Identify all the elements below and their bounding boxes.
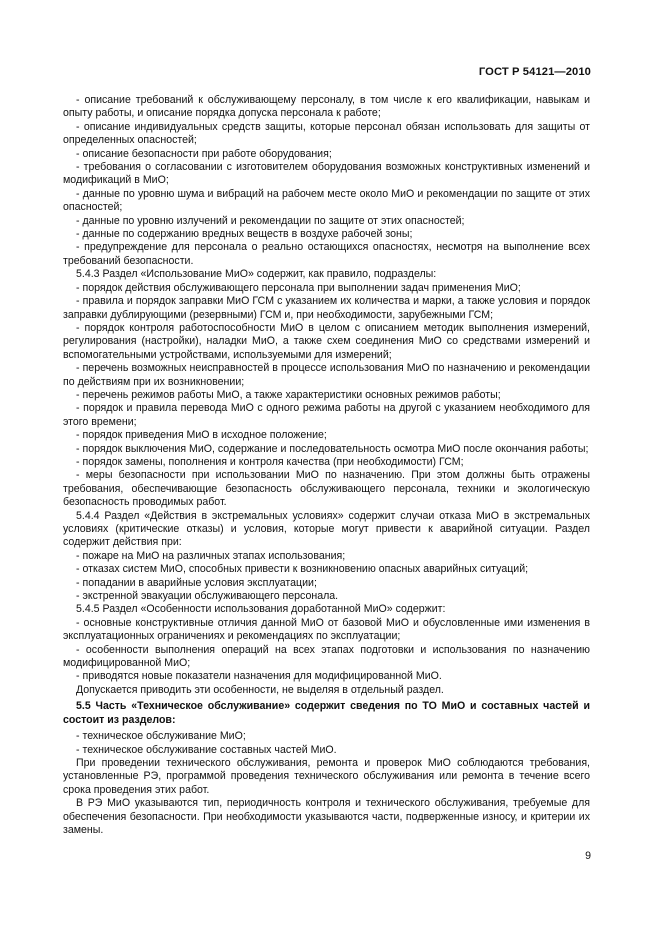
list-item: - правила и порядок заправки МиО ГСМ с указанием их количества и марки, а также условия и порядок заправки дублирующими (резервными) ГСМ и, при необходимости, зарубежными ГСМ; <box>63 295 590 321</box>
list-item: - меры безопасности при использовании МиО по назначению. При этом должны быть отражены требования, обеспечивающие безопасность обслуживающего персонала, техники и экологическую безопасность проводимых работ. <box>63 469 590 509</box>
list-item: - особенности выполнения операций на всех этапах подготовки и использования по назначению модифицированной МиО; <box>63 643 590 670</box>
list-item: - порядок и правила перевода МиО с одного режима работы на другой с указанием необходимого для этого времени; <box>63 402 590 428</box>
list-item: - данные по содержанию вредных веществ в воздухе рабочей зоны; <box>76 228 413 241</box>
list-item: - перечень возможных неисправностей в процессе использования МиО по назначению и рекомендации по действиям при их возникновении; <box>63 362 590 388</box>
document-body <box>63 94 590 837</box>
list-item: - техническое обслуживание составных частей МиО. <box>76 743 337 756</box>
list-item: - основные конструктивные отличия данной МиО от базовой МиО и обусловленные ими изменения в эксплуатационных ограничениях и рекомендациях по эксплуатации; <box>63 616 590 643</box>
list-item: - попадании в аварийные условия эксплуатации; <box>76 576 317 589</box>
page-number: 9 <box>585 850 591 862</box>
list-item: - техническое обслуживание МиО; <box>76 730 246 743</box>
list-item: - порядок приведения МиО в исходное положение; <box>76 429 327 442</box>
list-item: - пожаре на МиО на различных этапах использования; <box>76 549 346 562</box>
list-item: - описание индивидуальных средств защиты, которые персонал обязан использовать для защиты от определенных опасностей; <box>63 120 590 147</box>
list-item: - порядок выключения МиО, содержание и последовательность осмотра МиО после окончания работы; <box>76 442 589 455</box>
list-item: - предупреждение для персонала о реально остающихся опасностях, несмотря на выполнение всех требований безопасности. <box>63 241 590 267</box>
list-item: - описание безопасности при работе оборудования; <box>76 147 332 160</box>
list-item: - отказах систем МиО, способных привести к возникновению опасных аварийных ситуаций; <box>76 563 529 576</box>
document-code: ГОСТ Р 54121—2010 <box>478 66 591 78</box>
list-item: - порядок контроля работоспособности МиО в целом с описанием методик выполнения измерений, регулирования (настройки), наладки МиО, а также схем соединения МиО со средствами измерений и вспомогательными устройствами, используемыми для измерений; <box>63 321 590 361</box>
body-paragraph: В РЭ МиО указываются тип, периодичность контроля и технического обслуживания, требуемые для обеспечения безопасности. При необходимости указываются части, подверженные износу, и критерии их замены. <box>63 797 590 836</box>
list-item: - требования о согласовании с изготовителем оборудования возможных конструктивных изменений и модификаций в МиО; <box>63 161 590 187</box>
list-item: - порядок замены, пополнения и контроля качества (при необходимости) ГСМ; <box>76 455 464 468</box>
body-paragraph: Допускается приводить эти особенности, не выделяя в отдельный раздел. <box>76 683 444 696</box>
list-item: - приводятся новые показатели назначения для модифицированной МиО. <box>76 670 442 683</box>
body-paragraph: При проведении технического обслуживания, ремонта и проверок МиО соблюдаются требования, установленные РЭ, программой проведения технического обслуживания или ремонта в течение всего срока проведения этих работ. <box>63 756 590 796</box>
list-item: - порядок действия обслуживающего персонала при выполнении задач применения МиО; <box>76 281 521 294</box>
list-item: - экстренной эвакуации обслуживающего персонала. <box>76 590 339 603</box>
clause-paragraph: 5.4.5 Раздел «Особенности использования доработанной МиО» содержит: <box>76 603 446 616</box>
clause-paragraph: 5.4.3 Раздел «Использование МиО» содержит, как правило, подразделы: <box>76 268 437 281</box>
list-item: - данные по уровню излучений и рекомендации по защите от этих опасностей; <box>76 214 465 227</box>
list-item: - перечень режимов работы МиО, а также характеристики основных режимов работы; <box>76 388 501 401</box>
list-item: - данные по уровню шума и вибраций на рабочем месте около МиО и рекомендации по защите от этих опасностей; <box>63 187 590 214</box>
section-heading: 5.5 Часть «Техническое обслуживание» содержит сведения по ТО МиО и составных частей и состоит из разделов: <box>63 700 590 726</box>
clause-paragraph: 5.4.4 Раздел «Действия в экстремальных условиях» содержит случаи отказа МиО в экстремальных условиях (критические отказы) и условия, которые могут привести к аварийной ситуации. Раздел содержит действия при: <box>63 509 590 549</box>
list-item: - описание требований к обслуживающему персоналу, в том числе к его квалификации, навыкам и опыту работы, и описание порядка допуска персонала к работе; <box>63 94 590 120</box>
